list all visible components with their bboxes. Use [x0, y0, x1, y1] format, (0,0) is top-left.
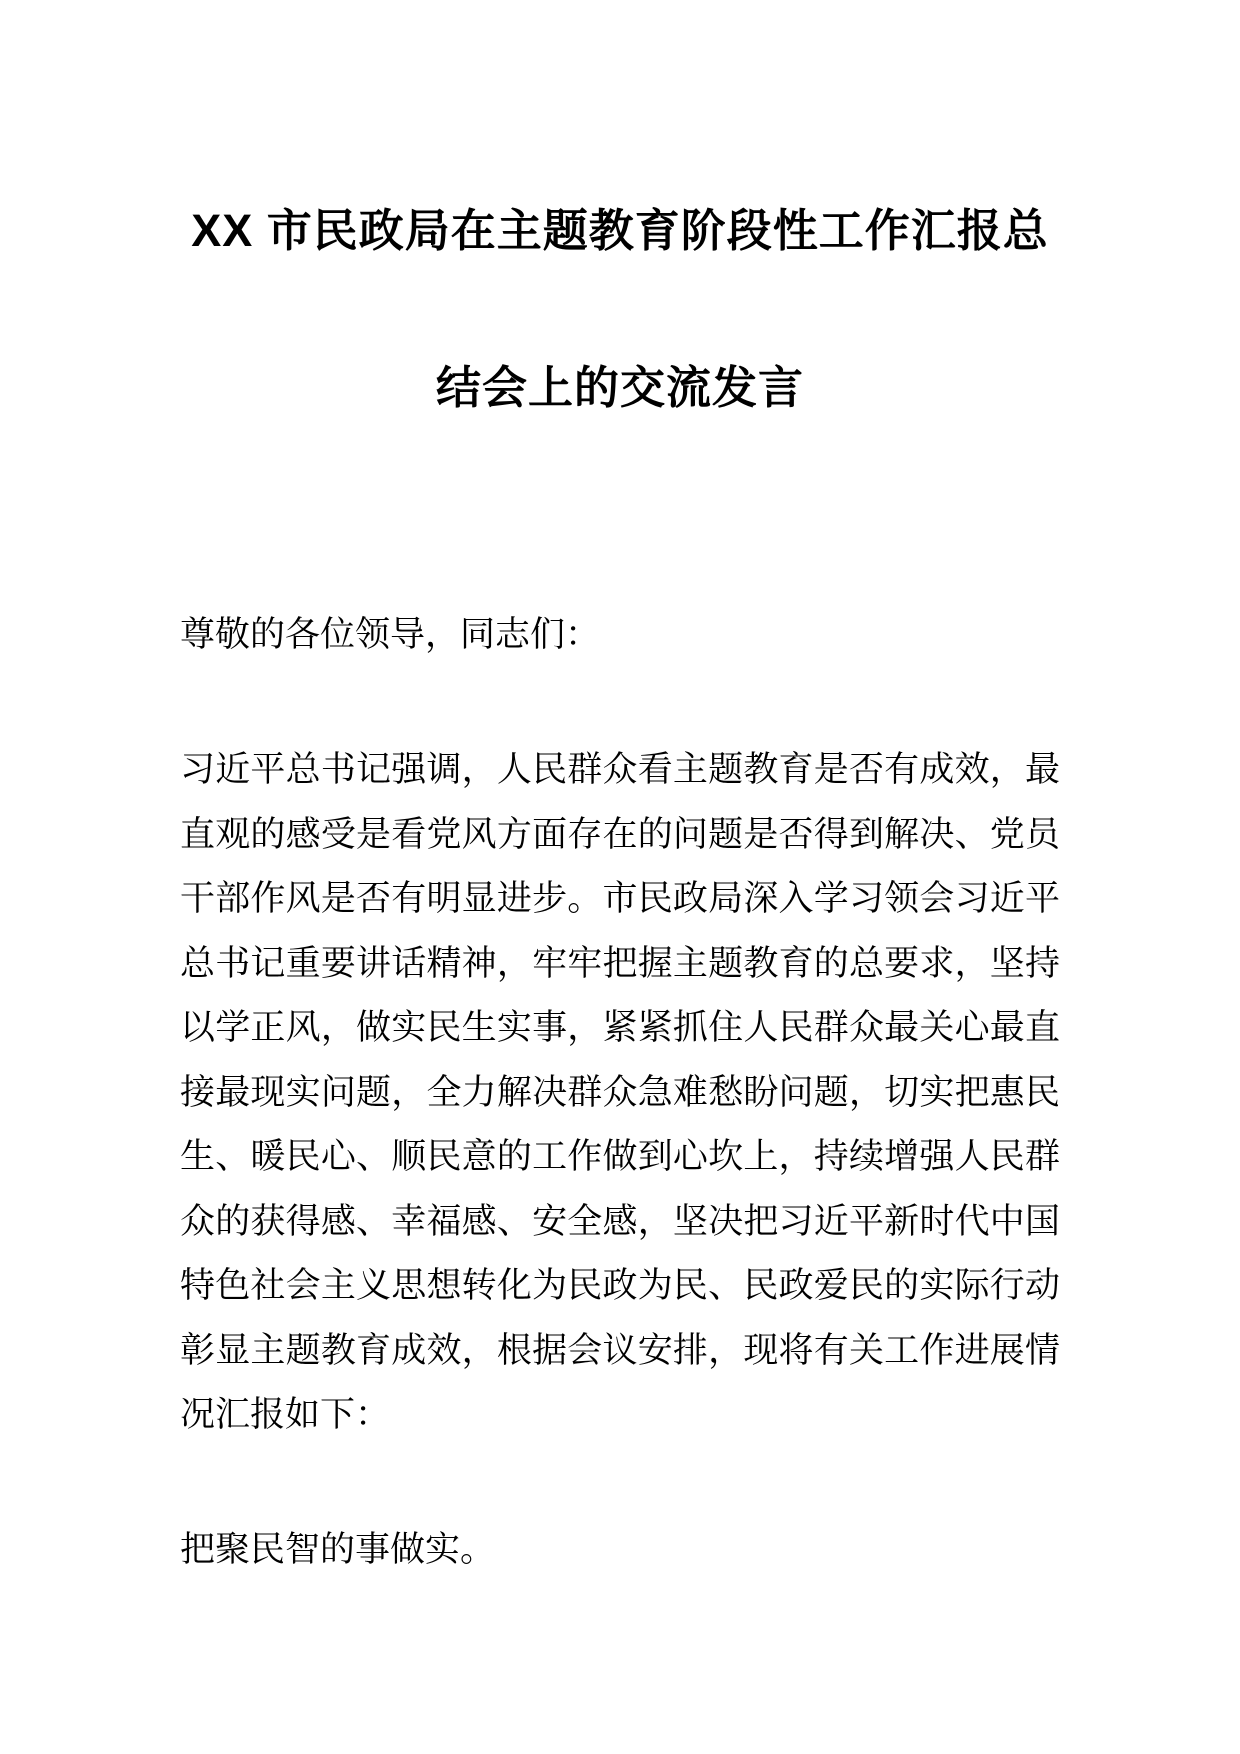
main-paragraph: 习近平总书记强调，人民群众看主题教育是否有成效，最直观的感受是看党风方面存在的问题是否得到解决、党员干部作风是否有明显进步。市民政局深入学习领会习近平总书记重要讲话精神，牢牢把握主题教育的总要求，坚持以学正风，做实民生实事，紧紧抓住人民群众最关心最直接最现实问题，全力解决群众急难愁盼问题，切实把惠民生、暖民心、顺民意的工作做到心坎上，持续增强人民群众的获得感、幸福感、安全感，坚决把习近平新时代中国特色社会主义思想转化为民政为民、民政爱民的实际行动彰显主题教育成效，根据会议安排，现将有关工作进展情况汇报如下：	[180, 750, 1060, 1434]
title-line-1: XX 市民政局在主题教育阶段性工作汇报总	[191, 205, 1049, 256]
closing-paragraph: 把聚民智的事做实。	[180, 1530, 496, 1569]
document-body	[180, 603, 1060, 1583]
title-line-2: 结会上的交流发言	[435, 362, 804, 413]
document-title	[180, 152, 1060, 466]
greeting-paragraph: 尊敬的各位领导，同志们：	[180, 615, 601, 654]
